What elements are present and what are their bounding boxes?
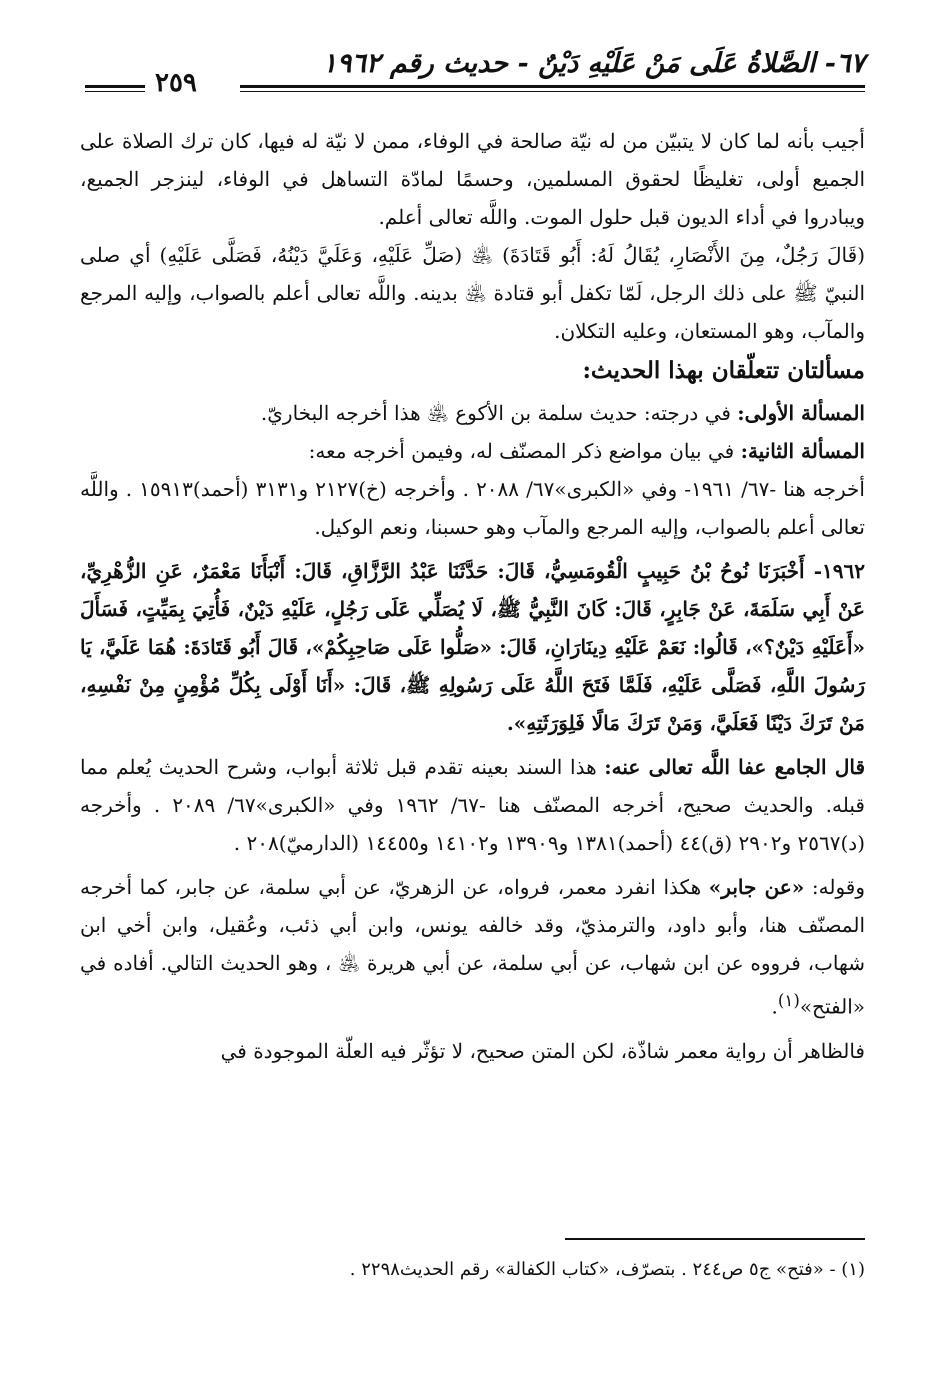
- commentary-text: هذا السند بعينه تقدم قبل ثلاثة أبواب، وشرح الحديث يُعلم مما قبله. والحديث صحيح، أخرجه المصنّف هنا -٦٧/ ١٩٦٢ وفي «الكبرى»٦٧/ ٢٠٨٩ . وأخرجه (د)٢٥٦٧ و٢٩٠٢ (ق)٤٤ (أحمد)١٣٨١ و١٣٩٠٩ و١٤١٠٢ و١٤٤٥٥ (الدارميّ)٢٠٨ .: [80, 755, 865, 855]
- saying-end: .: [771, 994, 778, 1019]
- issue-two-detail: أخرجه هنا -٦٧/ ١٩٦١- وفي «الكبرى»٦٧/ ٢٠٨٨ . وأخرجه (خ)٢١٢٧ و٣١٣١ (أحمد)١٥٩١٣ . واللَّه تعالى أعلم بالصواب، وإليه المرجع والمآب وهو حسبنا، ونعم الوكيل.: [80, 477, 865, 539]
- issue-two: [80, 432, 865, 470]
- section-heading: مسألتان تتعلّقان بهذا الحديث:: [582, 357, 865, 384]
- footnote-rule: [565, 1238, 865, 1240]
- footnote-marker: (١): [777, 991, 800, 1010]
- saying-text: هكذا انفرد معمر، فرواه، عن الزهريّ، عن أبي سلمة، عن جابر، كما أخرجه المصنّف هنا، وأبو داود، والترمذيّ، وقد خالفه يونس، وابن أبي ذئب، وعُقيل، وابن أخي ابن شهاب، فرووه عن ابن شهاب، عن أبي سلمة، عن أبي هريرة ﵁ ، وهو الحديث التالي. أفاده في «الفتح»: [80, 875, 865, 1019]
- issue-one-text: في درجته: حديث سلمة بن الأكوع ﵁ هذا أخرجه البخاريّ.: [260, 401, 731, 425]
- main-text: [80, 122, 865, 1070]
- paragraph-explanation: (قَالَ رَجُلٌ، مِنَ الأَنْصَارِ، يُقَالُ لَهُ: أَبُو قَتَادَةَ) ﵁ (صَلِّ عَلَيْهِ، وَعَلَيَّ دَيْنُهُ، فَصَلَّى عَلَيْهِ) أي صلى النبيّ ﷺ على ذلك الرجل، لَمّا تكفل أبو قتادة ﵁ بدينه. واللَّه تعالى أعلم بالصواب، وإليه المرجع والمآب، وهو المستعان، وعليه التكلان.: [80, 243, 865, 343]
- saying-prefix: وقوله:: [811, 875, 865, 899]
- saying-paragraph: [80, 868, 865, 1026]
- commentary-label: قال الجامع عفا اللَّه تعالى عنه:: [604, 755, 866, 779]
- last-paragraph: فالظاهر أن رواية معمر شاذّة، لكن المتن صحيح، لا تؤثّر فيه العلّة الموجودة في: [220, 1038, 865, 1063]
- header-rule-thin: [240, 91, 865, 92]
- page-number: ٢٥٩: [155, 68, 197, 98]
- footnote: (١) - «فتح» ج٥ ص٢٤٤ . بتصرّف، «كتاب الكفالة» رقم الحديث٢٢٩٨ .: [349, 1259, 865, 1280]
- page-number-rule-thin: [85, 91, 145, 92]
- header-rule: [240, 85, 865, 88]
- hadith-text: ١٩٦٢- أَخْبَرَنَا نُوحُ بْنُ حَبِيبٍ الْقُومَسِيُّ، قَالَ: حَدَّثَنَا عَبْدُ الرَّزَّاقِ، قَالَ: أَنْبَأَنَا مَعْمَرٌ، عَنِ الزُّهْرِيِّ، عَنْ أَبِي سَلَمَةَ، عَنْ جَابِرٍ، قَالَ: كَانَ النَّبِيُّ ﷺ، لَا يُصَلِّي عَلَى رَجُلٍ، عَلَيْهِ دَيْنٌ، فَأُتِيَ بِمَيِّتٍ، فَسَأَلَ «أَعَلَيْهِ دَيْنٌ؟»، قَالُوا: نَعَمْ عَلَيْهِ دِينَارَانِ، قَالَ: «صَلُّوا عَلَى صَاحِبِكُمْ»، قَالَ أَبُو قَتَادَةَ: هُمَا عَلَيَّ، يَا رَسُولَ اللَّهِ، فَصَلَّى عَلَيْهِ، فَلَمَّا فَتَحَ اللَّهُ عَلَى رَسُولِهِ ﷺ، قَالَ: «أَنَا أَوْلَى بِكُلِّ مُؤْمِنٍ مِنْ نَفْسِهِ، مَنْ تَرَكَ دَيْنًا فَعَلَيَّ، وَمَنْ تَرَكَ مَالًا فَلِوَرَثَتِهِ».: [80, 559, 865, 735]
- page-header: [0, 48, 945, 108]
- saying-quote: «عن جابر»: [708, 875, 805, 899]
- running-title: ٦٧- الصَّلاةُ عَلَى مَنْ عَلَيْهِ دَيْنٌ - حديث رقم ١٩٦٢: [322, 48, 865, 79]
- commentary: [80, 748, 865, 862]
- issue-one: [80, 394, 865, 432]
- issue-two-text: في بيان مواضع ذكر المصنّف له، وفيمن أخرجه معه:: [308, 439, 735, 463]
- page-number-rule: [85, 85, 145, 88]
- issue-one-label: المسألة الأولى:: [737, 401, 865, 425]
- paragraph-answer: أجيب بأنه لما كان لا يتبيّن من له نيّة صالحة في الوفاء، ممن لا نيّة له فيها، كان ترك الصلاة على الجميع أولى، تغليظًا لحقوق المسلمين، وحسمًا لمادّة التساهل في الوفاء، لينزجر الجميع، ويبادروا في أداء الديون قبل حلول الموت. واللَّه تعالى أعلم.: [80, 129, 865, 229]
- issue-two-label: المسألة الثانية:: [740, 439, 865, 463]
